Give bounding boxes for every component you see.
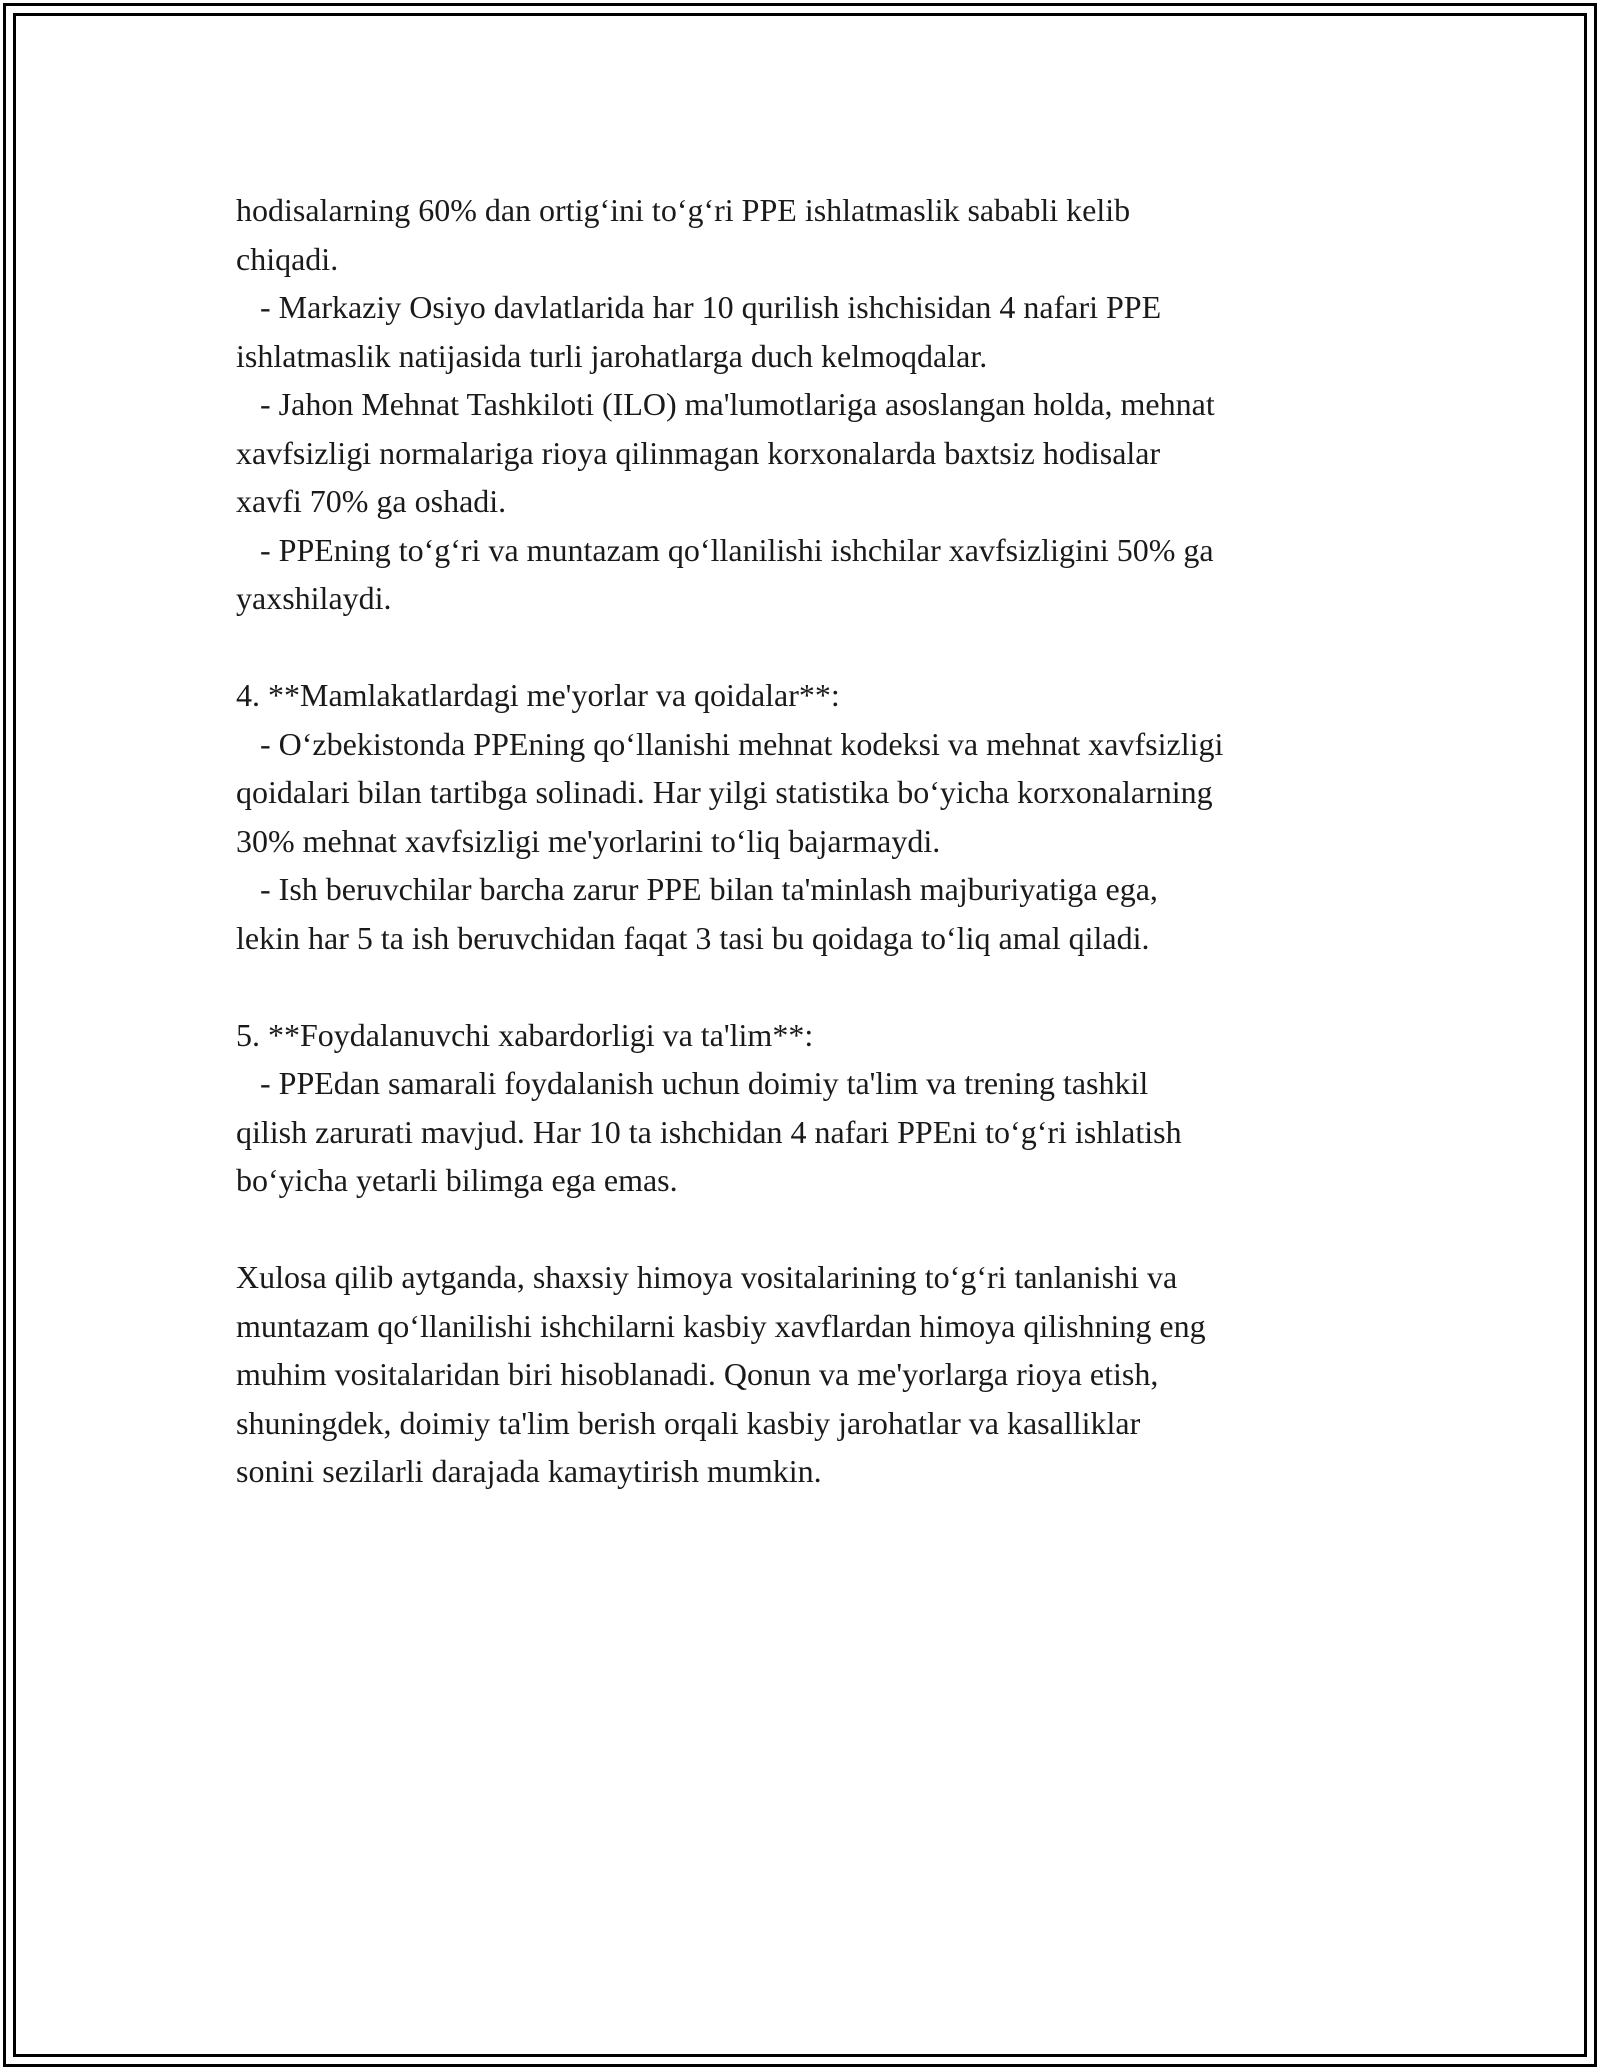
section-heading-5: 5. **Foydalanuvchi xabardorligi va ta'lim**: [236, 1016, 814, 1053]
text-line: - PPEning to‘g‘ri va muntazam qo‘llanilishi ishchilar xavfsizligini 50% ga [236, 531, 1214, 568]
text-line: bo‘yicha yetarli bilimga ega emas. [236, 1162, 678, 1198]
text-line: yaxshilaydi. [236, 580, 392, 616]
text-line: qilish zarurati mavjud. Har 10 ta ishchidan 4 nafari PPEni to‘g‘ri ishlatish [236, 1113, 1182, 1150]
text-line: 30% mehnat xavfsizligi me'yorlarini to‘liq bajarmaydi. [236, 822, 941, 859]
paragraph-gap [236, 1205, 1376, 1254]
text-line: xavfi 70% ga oshadi. [236, 483, 507, 519]
text-line: ishlatmaslik natijasida turli jarohatlarga duch kelmoqdalar. [236, 337, 988, 374]
text-line: - O‘zbekistonda PPEning qo‘llanishi mehnat kodeksi va mehnat xavfsizligi [236, 725, 1224, 762]
conclusion-line: muntazam qo‘llanilishi ishchilarni kasbiy xavflardan himoya qilishning eng [236, 1307, 1206, 1344]
paragraph-gap [236, 623, 1376, 672]
text-line: - Ish beruvchilar barcha zarur PPE bilan ta'minlash majburiyatiga ega, [236, 871, 1158, 907]
document-body [236, 186, 1376, 1496]
section-heading-4: 4. **Mamlakatlardagi me'yorlar va qoidalar**: [236, 677, 840, 713]
conclusion-line: muhim vositalaridan biri hisoblanadi. Qonun va me'yorlarga rioya etish, [236, 1356, 1159, 1392]
text-line: xavfsizligi normalariga rioya qilinmagan korxonalarda baxtsiz hodisalar [236, 434, 1161, 471]
text-line: - Markaziy Osiyo davlatlarida har 10 qurilish ishchisidan 4 nafari PPE [236, 289, 1162, 325]
text-line: - Jahon Mehnat Tashkiloti (ILO) ma'lumotlariga asoslangan holda, mehnat [236, 386, 1215, 422]
conclusion-line: sonini sezilarli darajada kamaytirish mumkin. [236, 1453, 822, 1489]
text-line: lekin har 5 ta ish beruvchidan faqat 3 tasi bu qoidaga to‘liq amal qiladi. [236, 919, 1150, 956]
conclusion-line: Xulosa qilib aytganda, shaxsiy himoya vositalarining to‘g‘ri tanlanishi va [236, 1259, 1178, 1295]
paragraph-gap [236, 962, 1376, 1011]
text-line: chiqadi. [236, 240, 339, 277]
conclusion-line: shuningdek, doimiy ta'lim berish orqali kasbiy jarohatlar va kasalliklar [236, 1404, 1141, 1441]
text-line: hodisalarning 60% dan ortig‘ini to‘g‘ri PPE ishlatmaslik sababli kelib [236, 192, 1131, 228]
text-line: qoidalari bilan tartibga solinadi. Har yilgi statistika bo‘yicha korxonalarning [236, 774, 1213, 810]
text-line: - PPEdan samarali foydalanish uchun doimiy ta'lim va trening tashkil [236, 1065, 1149, 1101]
